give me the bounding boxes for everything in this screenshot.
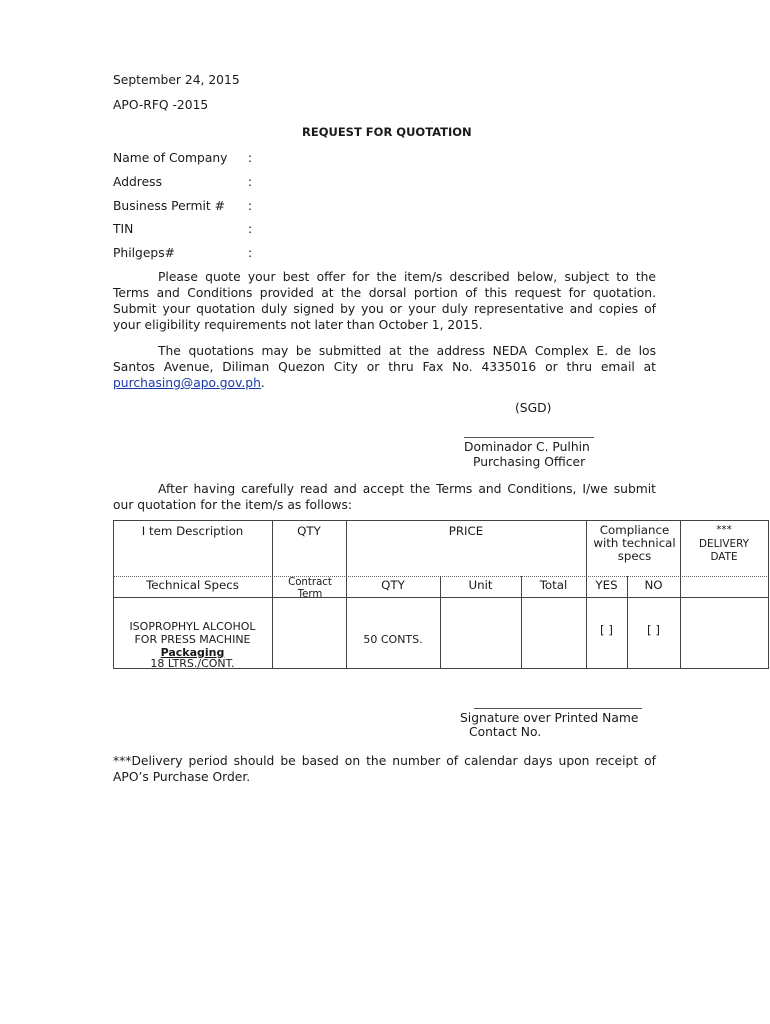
field-colon: :: [248, 246, 253, 260]
table-border-top: [113, 520, 769, 521]
document-title: REQUEST FOR QUOTATION: [302, 125, 472, 139]
field-label-tin: TIN: [113, 222, 134, 236]
table-column-divider: [272, 520, 273, 669]
officer-name: Dominador C. Pulhin: [464, 440, 590, 454]
item-line-1: ISOPROPHYL ALCOHOL: [129, 620, 256, 633]
packaging-label: Packaging: [160, 646, 225, 659]
item-line-4: 18 LTRS./CONT.: [150, 657, 235, 670]
table-divider-header: [113, 576, 769, 577]
header-compliance: Compliance with technical specs: [593, 523, 676, 563]
quotation-table: [113, 520, 769, 669]
signature-label: Signature over Printed Name: [460, 711, 639, 725]
submission-text: The quotations may be submitted at the address NEDA Complex E. de los Santos Avenue, Diliman Quezon City or thru Fax No. 4335016 or thru email at: [113, 344, 656, 374]
supplier-signature-line: [474, 708, 642, 709]
header-item-description: I tem Description: [141, 524, 244, 538]
sgd-mark: (SGD): [515, 401, 552, 415]
item-qty: 50 CONTS.: [363, 633, 423, 646]
field-colon: :: [248, 151, 253, 165]
header-technical-specs: Technical Specs: [146, 578, 239, 592]
instructions-paragraph: Please quote your best offer for the item/s described below, subject to the Terms and Conditions provided at the dorsal portion of this request for quotation. Submit your quotation duly signed by you or your duly representative and copies of your eligibility requirements not later than October 1, 2015.: [113, 270, 656, 332]
header-yes: YES: [595, 578, 618, 592]
field-colon: :: [248, 222, 253, 236]
field-label-address: Address: [113, 175, 162, 189]
table-divider-subheader: [113, 597, 769, 598]
header-total: Total: [539, 578, 568, 592]
table-border-right: [768, 520, 769, 669]
delivery-footnote: ***Delivery period should be based on the number of calendar days upon receipt of APO’s Purchase Order.: [113, 754, 656, 784]
field-colon: :: [248, 175, 253, 189]
table-column-divider: [586, 520, 587, 669]
header-delivery-mark: ***: [716, 524, 732, 536]
email-link[interactable]: purchasing@apo.gov.ph: [113, 376, 261, 390]
submission-end: .: [260, 376, 265, 390]
field-label-business-permit: Business Permit #: [113, 199, 225, 213]
document-date: September 24, 2015: [113, 73, 240, 87]
item-yes-checkbox[interactable]: [ ]: [600, 623, 613, 637]
reference-number: APO-RFQ -2015: [113, 98, 209, 112]
header-contract-term: Contract Term: [288, 577, 332, 600]
field-label-philgeps: Philgeps#: [113, 246, 175, 260]
header-delivery-date: DELIVERY DATE: [699, 538, 749, 563]
header-price: PRICE: [448, 524, 484, 538]
header-no: NO: [644, 578, 663, 592]
submission-paragraph: [113, 343, 656, 391]
header-qty: QTY: [297, 524, 321, 538]
field-label-company: Name of Company: [113, 151, 228, 165]
acceptance-paragraph: After having carefully read and accept the Terms and Conditions, I/we submit our quotation for the item/s as follows:: [113, 482, 656, 512]
item-line-2: FOR PRESS MACHINE: [134, 633, 251, 646]
contact-label: Contact No.: [469, 725, 542, 739]
table-column-divider: [680, 520, 681, 669]
header-qty-2: QTY: [381, 578, 405, 592]
item-no-checkbox[interactable]: [ ]: [647, 623, 660, 637]
officer-signature-line: [464, 437, 594, 438]
header-unit: Unit: [468, 578, 493, 592]
table-column-divider: [346, 520, 347, 669]
field-colon: :: [248, 199, 253, 213]
officer-position: Purchasing Officer: [473, 455, 586, 469]
